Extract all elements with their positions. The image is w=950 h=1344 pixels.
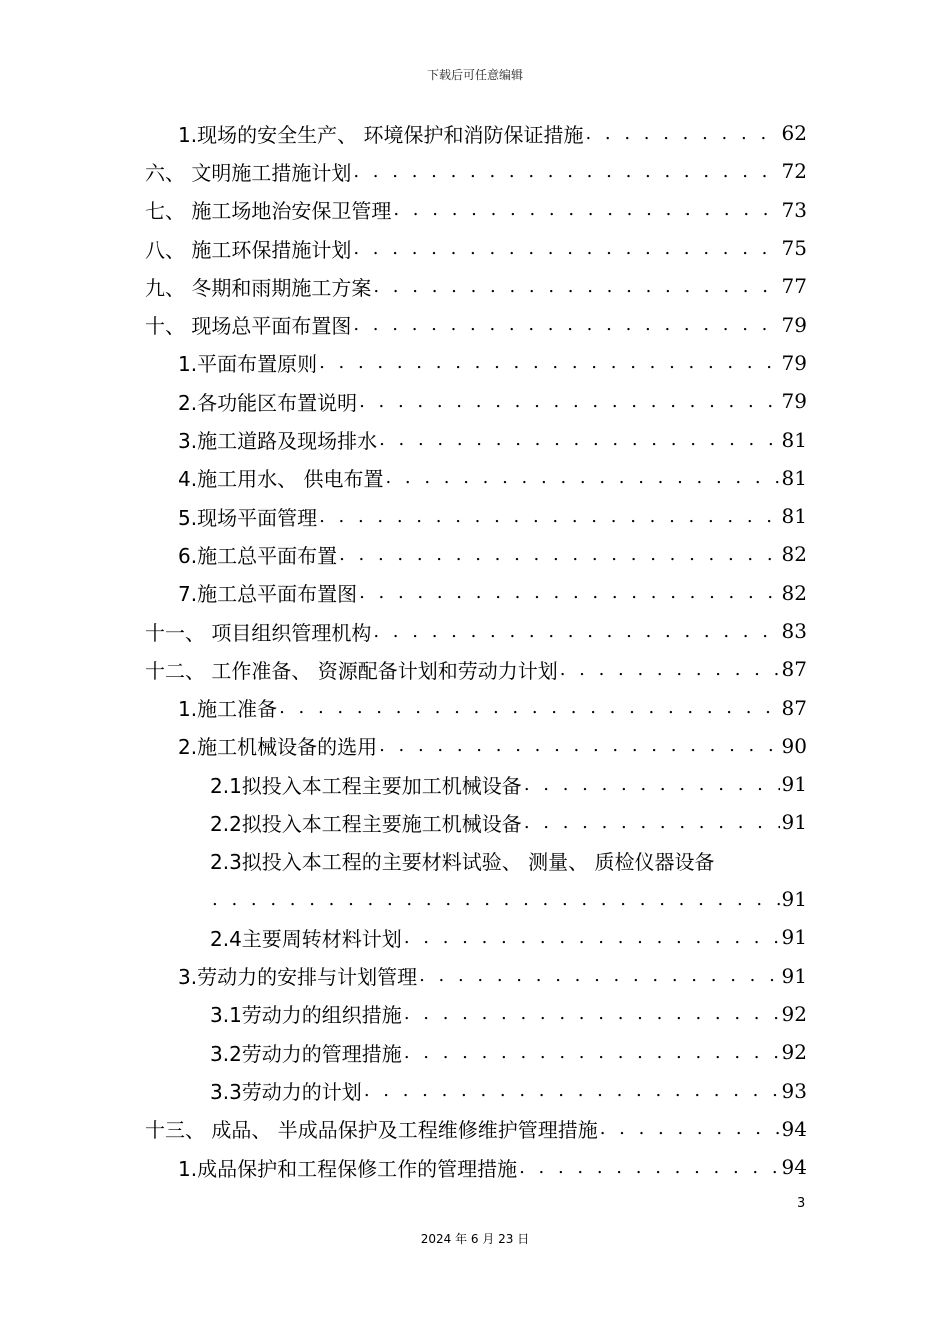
toc-entry[interactable] bbox=[145, 1071, 807, 1109]
toc-entry-page: 93 bbox=[781, 1078, 807, 1103]
toc-entry[interactable] bbox=[145, 191, 807, 229]
toc-entry-title: 2.3拟投入本工程的主要材料试验、 测量、 质检仪器设备 bbox=[210, 850, 715, 875]
page-footer-date: 2024 年 6 月 23 日 bbox=[420, 1232, 530, 1246]
toc-dot-leader bbox=[212, 889, 780, 910]
toc-dot-leader bbox=[353, 161, 779, 182]
toc-entry[interactable] bbox=[145, 420, 807, 458]
toc-entry[interactable] bbox=[145, 612, 807, 650]
toc-dot-leader bbox=[404, 1003, 780, 1024]
toc-entry-title: 3.施工道路及现场排水 bbox=[178, 429, 378, 454]
toc-entry[interactable] bbox=[145, 1148, 807, 1186]
toc-entry[interactable] bbox=[145, 1033, 807, 1071]
toc-dot-leader bbox=[364, 1080, 780, 1101]
toc-entry-page: 91 bbox=[781, 810, 807, 835]
toc-entry-title: 3.2劳动力的管理措施 bbox=[210, 1041, 402, 1066]
toc-entry-page: 79 bbox=[781, 389, 807, 414]
toc-entry-page: 94 bbox=[781, 1116, 807, 1141]
toc-entry-title: 七、 施工场地治安保卫管理 bbox=[145, 199, 392, 224]
toc-entry[interactable] bbox=[145, 727, 807, 765]
toc-entry[interactable] bbox=[145, 344, 807, 382]
page-number: 3 bbox=[797, 1196, 806, 1211]
toc-dot-leader bbox=[379, 429, 779, 450]
toc-dot-leader bbox=[319, 352, 779, 373]
toc-entry[interactable] bbox=[145, 267, 807, 305]
toc-entry-title: 2.1拟投入本工程主要加工机械设备 bbox=[210, 773, 522, 798]
toc-entry-title: 八、 施工环保措施计划 bbox=[145, 237, 352, 262]
toc-entry[interactable] bbox=[145, 918, 807, 956]
toc-entry[interactable] bbox=[145, 803, 807, 841]
toc-entry-title: 1.施工准备 bbox=[178, 697, 278, 722]
toc-entry-title: 2.各功能区布置说明 bbox=[178, 390, 358, 415]
toc-entry-title: 1.现场的安全生产、 环境保护和消防保证措施 bbox=[178, 122, 584, 147]
toc-entry-title: 2.2拟投入本工程主要施工机械设备 bbox=[210, 811, 522, 836]
toc-dot-leader bbox=[600, 1118, 780, 1139]
toc-entry-page: 87 bbox=[781, 695, 807, 720]
toc-entry-page: 62 bbox=[781, 121, 807, 146]
toc-entry[interactable] bbox=[145, 152, 807, 190]
toc-entry-page: 81 bbox=[781, 504, 807, 529]
toc-dot-leader bbox=[393, 199, 779, 220]
toc-entry-page: 94 bbox=[781, 1155, 807, 1180]
toc-entry-page: 87 bbox=[781, 657, 807, 682]
toc-dot-leader bbox=[373, 276, 779, 297]
toc-entry-page: 83 bbox=[781, 619, 807, 643]
toc-entry[interactable] bbox=[145, 995, 807, 1033]
toc-entry-page: 73 bbox=[781, 197, 807, 222]
toc-entry-title: 十、 现场总平面布置图 bbox=[145, 314, 352, 339]
toc-entry-title: 六、 文明施工措施计划 bbox=[145, 160, 352, 185]
toc-entry-page: 75 bbox=[781, 236, 807, 261]
toc-entry-title: 2.4主要周转材料计划 bbox=[210, 926, 402, 951]
toc-entry-page: 91 bbox=[781, 963, 807, 988]
toc-entry-title: 十三、 成品、 半成品保护及工程维修维护管理措施 bbox=[145, 1118, 598, 1143]
toc-entry-title: 十二、 工作准备、 资源配备计划和劳动力计划 bbox=[145, 658, 558, 683]
toc-entry[interactable] bbox=[145, 765, 807, 803]
toc-entry[interactable] bbox=[145, 1110, 807, 1148]
toc-entry[interactable] bbox=[145, 305, 807, 343]
toc-entry-page: 81 bbox=[781, 465, 807, 490]
toc-dot-leader bbox=[524, 812, 780, 833]
toc-dot-leader bbox=[359, 391, 779, 412]
toc-entry-title: 十一、 项目组织管理机构 bbox=[145, 620, 372, 645]
toc-entry[interactable] bbox=[145, 382, 807, 420]
toc-entry-title: 九、 冬期和雨期施工方案 bbox=[145, 275, 372, 300]
toc-entry-page: 92 bbox=[781, 1040, 807, 1065]
toc-entry-page: 79 bbox=[781, 312, 807, 337]
toc-entry[interactable] bbox=[145, 574, 807, 612]
toc-entry-page: 79 bbox=[781, 350, 807, 375]
toc-dot-leader bbox=[339, 544, 779, 565]
toc-dot-leader bbox=[359, 582, 779, 603]
page-header: 下载后可任意编辑 bbox=[426, 68, 523, 82]
toc-entry-page: 82 bbox=[781, 542, 807, 567]
toc-entry[interactable] bbox=[145, 880, 807, 918]
toc-entry[interactable] bbox=[145, 842, 807, 880]
toc-dot-leader bbox=[379, 735, 779, 756]
toc-dot-leader bbox=[373, 621, 779, 642]
toc-entry-title: 6.施工总平面布置 bbox=[178, 543, 338, 568]
toc-entry[interactable] bbox=[145, 459, 807, 497]
table-of-contents bbox=[145, 114, 807, 1186]
toc-entry[interactable] bbox=[145, 688, 807, 726]
toc-entry-page: 92 bbox=[781, 1001, 807, 1026]
toc-entry-title: 3.3劳动力的计划 bbox=[210, 1080, 362, 1105]
toc-entry-title: 2.施工机械设备的选用 bbox=[178, 735, 378, 760]
toc-dot-leader bbox=[385, 467, 779, 488]
toc-entry-title: 7.施工总平面布置图 bbox=[178, 582, 358, 607]
toc-dot-leader bbox=[560, 659, 780, 680]
toc-entry[interactable] bbox=[145, 497, 807, 535]
toc-entry-page: 82 bbox=[781, 580, 807, 605]
toc-entry-title: 1.平面布置原则 bbox=[178, 352, 318, 377]
toc-entry[interactable] bbox=[145, 957, 807, 995]
toc-dot-leader bbox=[524, 774, 780, 795]
toc-entry-page: 77 bbox=[781, 274, 807, 299]
toc-entry-title: 3.1劳动力的组织措施 bbox=[210, 1003, 402, 1028]
toc-entry-title: 3.劳动力的安排与计划管理 bbox=[178, 965, 418, 990]
toc-dot-leader bbox=[404, 1042, 780, 1063]
toc-entry-title: 1.成品保护和工程保修工作的管理措施 bbox=[178, 1156, 518, 1181]
toc-entry-page: 91 bbox=[781, 772, 807, 797]
toc-dot-leader bbox=[279, 697, 779, 718]
toc-dot-leader bbox=[519, 1157, 779, 1178]
toc-entry-title: 4.施工用水、 供电布置 bbox=[178, 467, 384, 492]
toc-entry[interactable] bbox=[145, 229, 807, 267]
toc-entry-title: 5.现场平面管理 bbox=[178, 505, 318, 530]
toc-dot-leader bbox=[585, 123, 779, 144]
toc-dot-leader bbox=[419, 965, 779, 986]
toc-entry-page: 90 bbox=[781, 733, 807, 758]
toc-dot-leader bbox=[319, 506, 779, 527]
toc-entry-page: 72 bbox=[781, 159, 807, 184]
toc-entry-page: 91 bbox=[781, 925, 807, 950]
toc-dot-leader bbox=[353, 238, 779, 259]
toc-dot-leader bbox=[353, 314, 779, 335]
toc-entry-page: 81 bbox=[781, 427, 807, 452]
toc-entry[interactable] bbox=[145, 114, 807, 152]
toc-dot-leader bbox=[404, 927, 780, 948]
toc-entry[interactable] bbox=[145, 650, 807, 688]
toc-entry-page: 91 bbox=[781, 887, 807, 912]
toc-entry[interactable] bbox=[145, 535, 807, 573]
